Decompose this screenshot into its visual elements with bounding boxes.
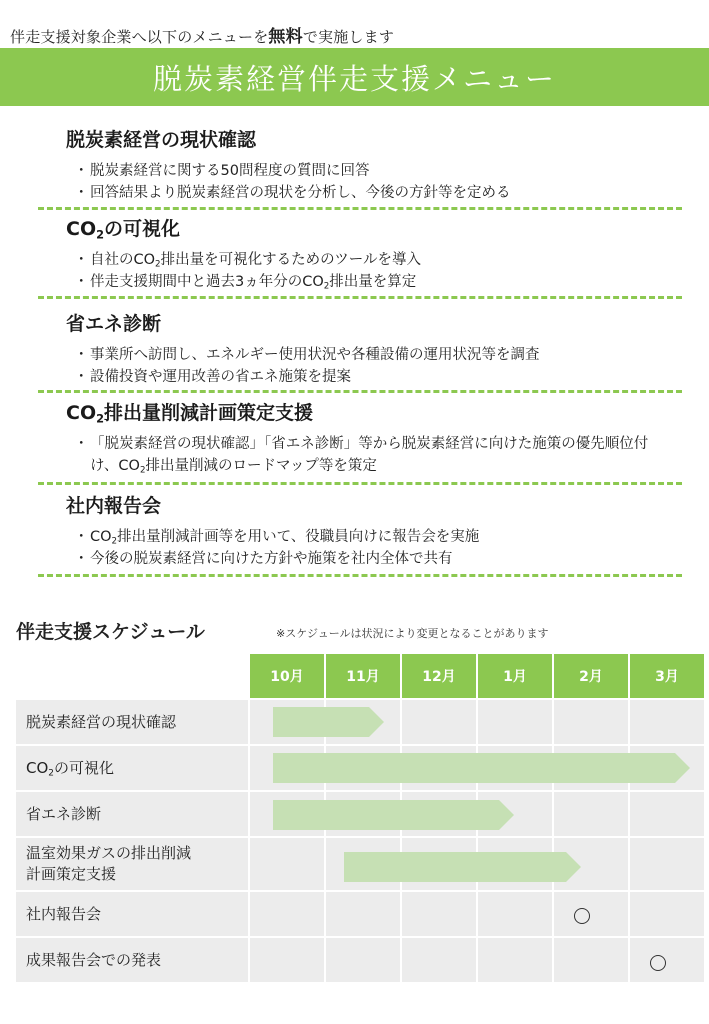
month-header: 1月 <box>477 653 553 699</box>
bullet-item: ・ 事業所へ訪問し、エネルギー使用状況や各種設備の運用状況等を調査 <box>80 344 686 366</box>
bullet-item: ・ 設備投資や運用改善の省エネ施策を提案 <box>80 366 686 388</box>
schedule-row <box>15 891 705 937</box>
section-divider <box>38 296 682 299</box>
schedule-title: 伴走支援スケジュール <box>16 621 205 643</box>
banner-title: 脱炭素経営伴走支援メニュー <box>152 61 556 96</box>
section-divider <box>38 390 682 393</box>
bullet-item: ・ 今後の脱炭素経営に向けた方針や施策を社内全体で共有 <box>80 548 686 570</box>
section-title: $CO_2$の可視化 <box>66 218 181 242</box>
section-title: 脱炭素経営の現状確認 <box>66 129 257 151</box>
schedule-row <box>15 937 705 983</box>
row-label: 成果報告会での発表 <box>15 937 249 983</box>
bullet-item: ・ 伴走支援期間中と過去3ヵ年分の$CO_2$排出量を算定 <box>80 271 686 293</box>
row-label: $CO_2$の可視化 <box>15 745 249 791</box>
intro-text <box>10 22 394 47</box>
intro-prefix: 伴走支援対象企業へ以下のメニューを <box>10 28 269 46</box>
row-label: 温室効果ガスの排出削減 計画策定支援 <box>15 837 249 891</box>
section-divider <box>38 574 682 577</box>
section-internal-report <box>66 493 686 570</box>
bullet-list <box>80 526 686 570</box>
bullet-item: ・ 自社の$CO_2$排出量を可視化するためのツールを導入 <box>80 249 686 271</box>
month-header: 2月 <box>553 653 629 699</box>
gantt-bar-reduction-plan <box>344 852 566 882</box>
header-corner <box>15 653 249 699</box>
section-divider <box>38 207 682 210</box>
section-reduction-plan <box>66 400 686 477</box>
bullet-item: ・ 回答結果より脱炭素経営の現状を分析し、今後の方針等を定める <box>80 182 686 204</box>
gantt-bar-co2-visualization <box>273 753 675 783</box>
gantt-bar-status-check <box>273 707 369 737</box>
month-header: 3月 <box>629 653 705 699</box>
intro-suffix: で実施します <box>302 28 395 46</box>
bullet-list <box>80 249 686 293</box>
bullet-list <box>80 344 686 388</box>
month-header: 11月 <box>325 653 401 699</box>
month-header: 12月 <box>401 653 477 699</box>
menu-banner <box>0 48 709 106</box>
bullet-item: ・ 「脱炭素経営の現状確認」「省エネ診断」等から脱炭素経営に向けた施策の優先順位付け、$CO_2$排出量削減のロードマップ等を策定 <box>80 433 660 477</box>
row-label: 省エネ診断 <box>15 791 249 837</box>
bullet-item: ・ $CO_2$排出量削減計画等を用いて、役職員向けに報告会を実施 <box>80 526 686 548</box>
section-co2-visualization <box>66 216 686 293</box>
section-title: $CO_2$排出量削減計画策定支援 <box>66 402 314 426</box>
section-status-check <box>66 127 686 204</box>
intro-free: 無料 <box>268 27 303 47</box>
milestone-results-report-icon <box>650 955 666 971</box>
bullet-list <box>80 433 660 477</box>
section-energy-audit <box>66 311 686 388</box>
month-header: 10月 <box>249 653 325 699</box>
schedule-note: ※スケジュールは状況により変更となることがあります <box>276 627 549 640</box>
section-divider <box>38 482 682 485</box>
section-title: 省エネ診断 <box>66 313 162 335</box>
bullet-list <box>80 160 686 204</box>
milestone-internal-report-icon <box>574 908 590 924</box>
bullet-item: ・ 脱炭素経営に関する50問程度の質問に回答 <box>80 160 686 182</box>
row-label: 脱炭素経営の現状確認 <box>15 699 249 745</box>
row-label: 社内報告会 <box>15 891 249 937</box>
schedule-header-row <box>15 653 705 699</box>
section-title: 社内報告会 <box>66 495 162 517</box>
gantt-bar-energy-audit <box>273 800 499 830</box>
